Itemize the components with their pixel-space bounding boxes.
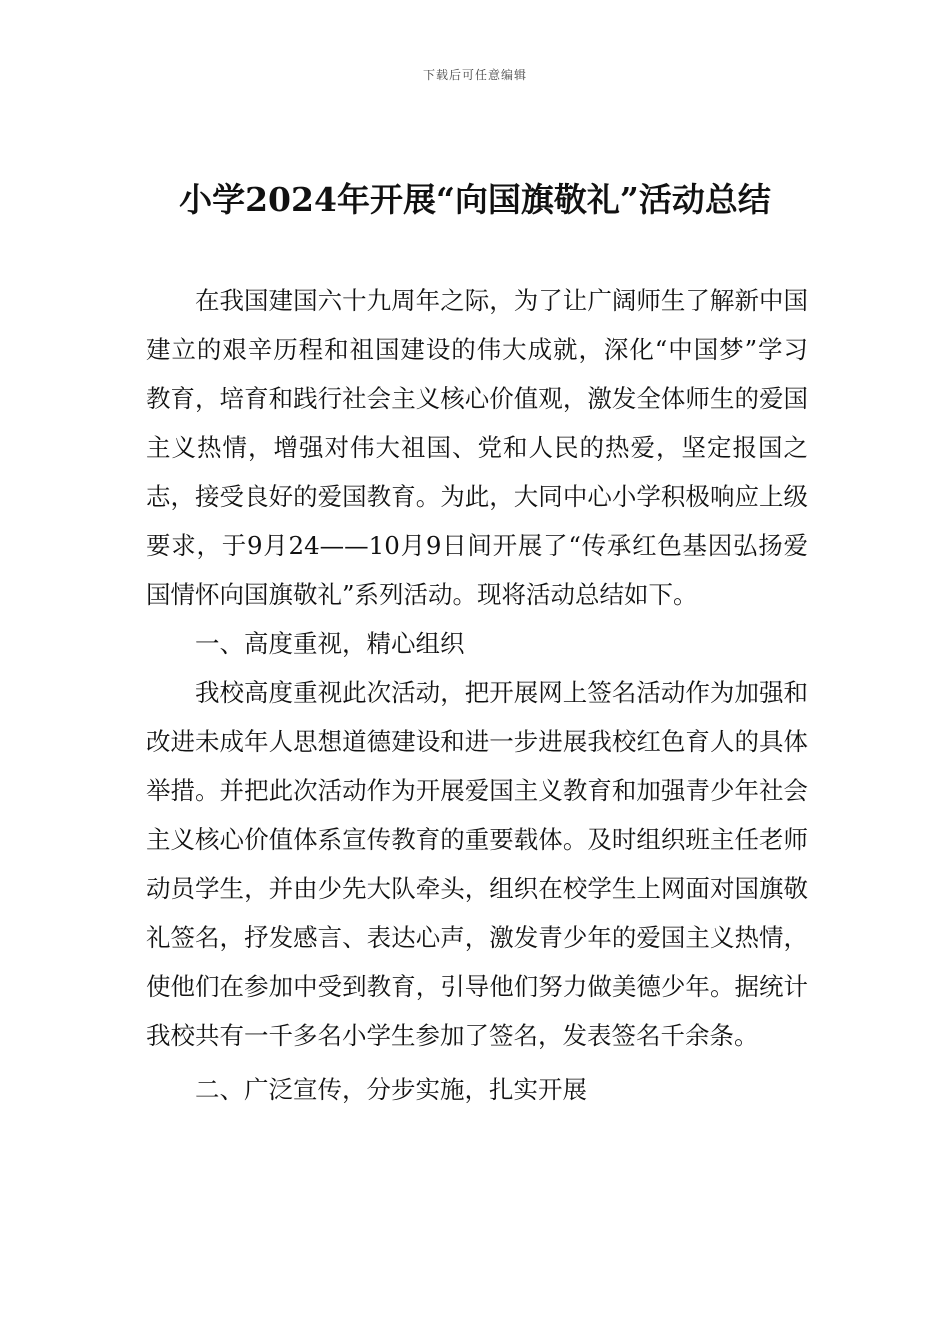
section-heading-1: 一、高度重视，精心组织 <box>195 629 465 658</box>
document-body <box>146 276 808 1114</box>
header-note: 下载后可任意编辑 <box>422 68 527 82</box>
document-title: 小学2024年开展“向国旗敬礼”活动总结 <box>179 180 771 219</box>
section-heading-2: 二、广泛宣传，分步实施，扎实开展 <box>195 1075 587 1104</box>
paragraph-intro: 在我国建国六十九周年之际，为了让广阔师生了解新中国建立的艰辛历程和祖国建设的伟大成就，深化“中国梦”学习教育，培育和践行社会主义核心价值观，激发全体师生的爱国主义热情，增强对伟大祖国、党和人民的热爱，坚定报国之志，接受良好的爱国教育。为此，大同中心小学积极响应上级要求，于9月24——10月9日间开展了“传承红色基因弘扬爱国情怀向国旗敬礼”系列活动。现将活动总结如下。 <box>146 286 808 609</box>
paragraph-section-1: 我校高度重视此次活动，把开展网上签名活动作为加强和改进未成年人思想道德建设和进一步进展我校红色育人的具体举措。并把此次活动作为开展爱国主义教育和加强青少年社会主义核心价值体系宣传教育的重要载体。及时组织班主任老师动员学生，并由少先大队牵头，组织在校学生上网面对国旗敬礼签名，抒发感言、表达心声，激发青少年的爱国主义热情，使他们在参加中受到教育，引导他们努力做美德少年。据统计我校共有一千多名小学生参加了签名，发表签名千余条。 <box>146 678 808 1050</box>
